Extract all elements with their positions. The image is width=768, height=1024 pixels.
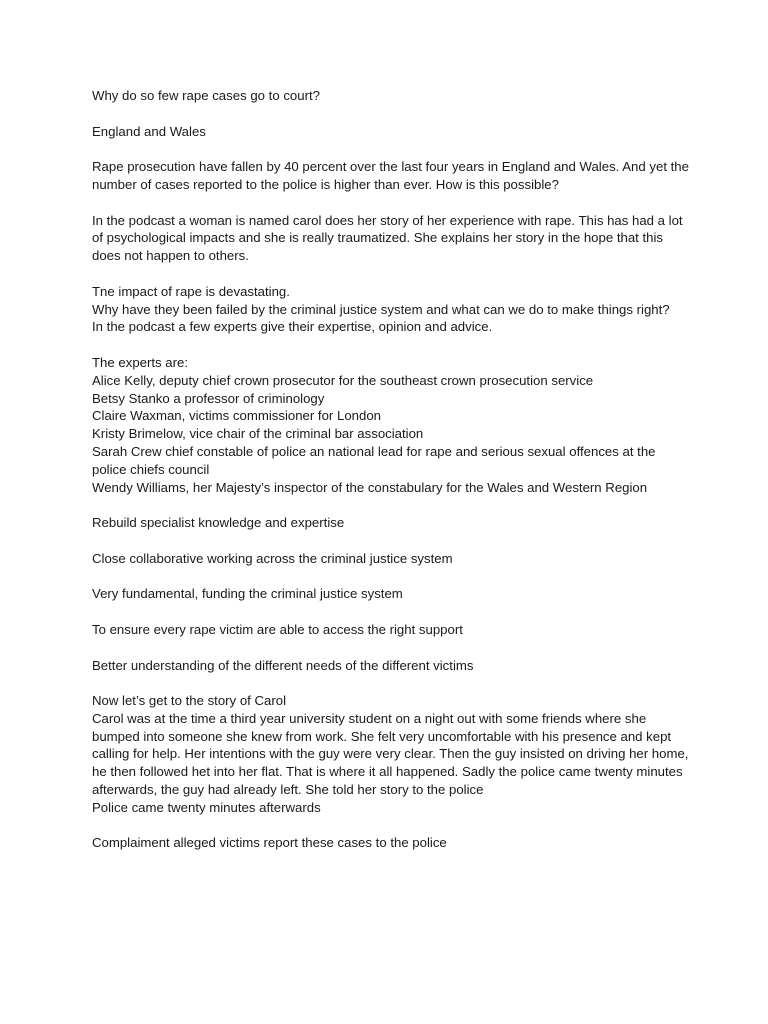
recommendation-item: To ensure every rape victim are able to access the right support [92,621,463,637]
expert-item: Sarah Crew chief constable of police an national lead for rape and serious sexual offences at the police chiefs council [92,443,656,477]
carol-followup: Police came twenty minutes afterwards [92,799,321,815]
recommendation-item: Rebuild specialist knowledge and expertise [92,515,345,531]
carol-story: Carol was at the time a third year university student on a night out with some friends where she bumped into someone she knew from work. She felt very uncomfortable with his presence and kept calling for help. Her intentions with the guy were very clear. Then the guy insisted on driving her home, he then followed het into her flat. That is where it all happened. Sadly the police came twenty minutes afterwards, the guy had already left. She told her story to the police [92,710,689,798]
closing-paragraph: Complaiment alleged victims report these cases to the police [92,835,447,851]
carol-paragraph [92,692,692,817]
recommendation-item: Close collaborative working across the criminal justice system [92,550,453,566]
carol-heading: Now let’s get to the story of Carol [92,693,286,709]
impact-line: Tne impact of rape is devastating. [92,283,290,299]
intro-paragraph: Rape prosecution have fallen by 40 percent over the last four years in England and Wales. And yet the number of cases reported to the police is higher than ever. How is this possible? [92,159,689,192]
recommendation-item: Better understanding of the different needs of the different victims [92,657,474,673]
experts-paragraph [92,354,692,496]
impact-line: In the podcast a few experts give their expertise, opinion and advice. [92,319,493,335]
expert-item: Alice Kelly, deputy chief crown prosecutor for the southeast crown prosecution service [92,372,594,388]
expert-item: Claire Waxman, victims commissioner for London [92,408,381,424]
document-page [92,87,692,870]
region-label: England and Wales [92,123,206,139]
experts-heading: The experts are: [92,354,189,370]
impact-line: Why have they been failed by the criminal justice system and what can we do to make things right? [92,301,670,317]
expert-item: Kristy Brimelow, vice chair of the criminal bar association [92,426,424,442]
recommendation-item: Very fundamental, funding the criminal justice system [92,586,403,602]
impact-paragraph [92,283,692,336]
document-title: Why do so few rape cases go to court? [92,88,320,103]
expert-item: Betsy Stanko a professor of criminology [92,390,325,406]
expert-item: Wendy Williams, her Majesty’s inspector of the constabulary for the Wales and Western Region [92,479,648,495]
podcast-story-paragraph: In the podcast a woman is named carol does her story of her experience with rape. This has had a lot of psychological impacts and she is really traumatized. She explains her story in the hope that this does not happen to others. [92,212,683,264]
